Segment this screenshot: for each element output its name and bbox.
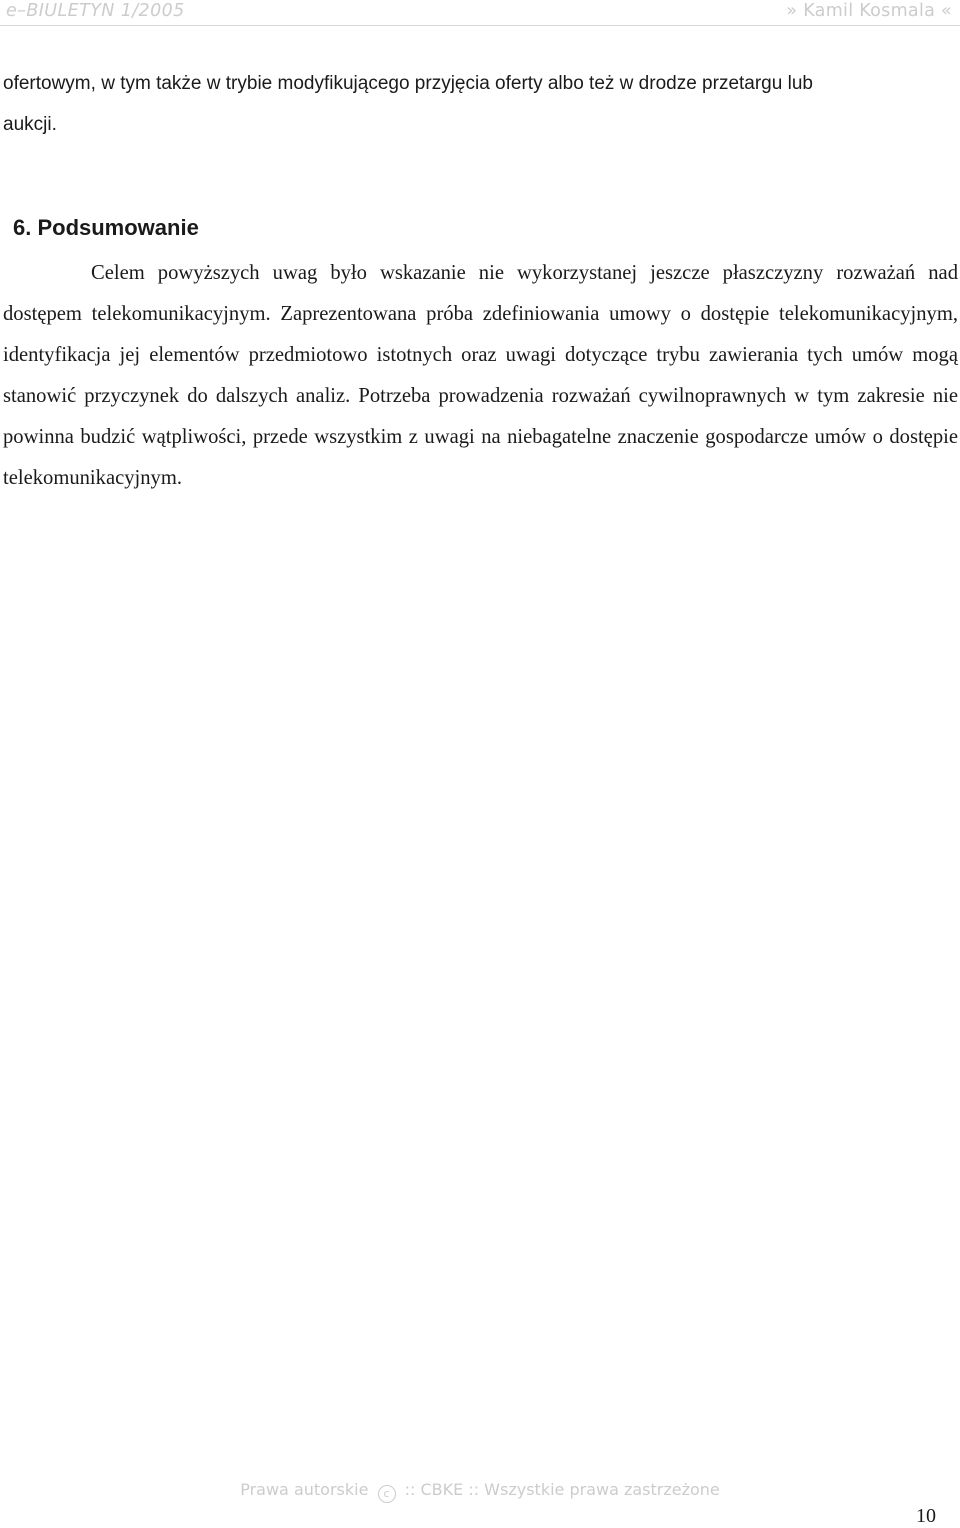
footer-rights-prefix: Prawa autorskie [240,1480,369,1499]
page-footer [0,1480,960,1503]
page-header [0,0,960,26]
summary-paragraph: Celem powyższych uwag było wskazanie nie wykorzystanej jeszcze płaszczyzny rozważań nad dostępem telekomunikacyjnym. Zaprezentowana próba zdefiniowania umowy o dostępie telekomunikacyjnym, identyfikacja jej elementów przedmiotowo istotnych oraz uwagi dotyczące trybu zawierania tych umów mogą stanowić przyczynek do dalszych analiz. Potrzeba prowadzenia rozważań cywilnoprawnych w tym zakresie nie powinna budzić wątpliwości, przede wszystkim z uwagi na niebagatelne znaczenie gospodarcze umów o dostępie telekomunikacyjnym. [3,262,958,489]
continuation-line-end: aukcji. [3,114,57,135]
page-number: 10 [916,1505,936,1527]
copyright-icon: c [378,1485,396,1503]
footer-rights-suffix: :: CBKE :: Wszystkie prawa zastrzeżone [404,1480,720,1499]
footer-rights [240,1480,720,1503]
continuation-line: ofertowym, w tym także w trybie modyfikującego przyjęcia oferty albo też w drodze przetargu lub [3,73,813,94]
section-heading: 6. Podsumowanie [13,215,199,240]
author-name: » Kamil Kosmala « [786,1,952,21]
header-divider [0,25,960,26]
publication-title: e–BIULETYN 1/2005 [6,1,185,21]
